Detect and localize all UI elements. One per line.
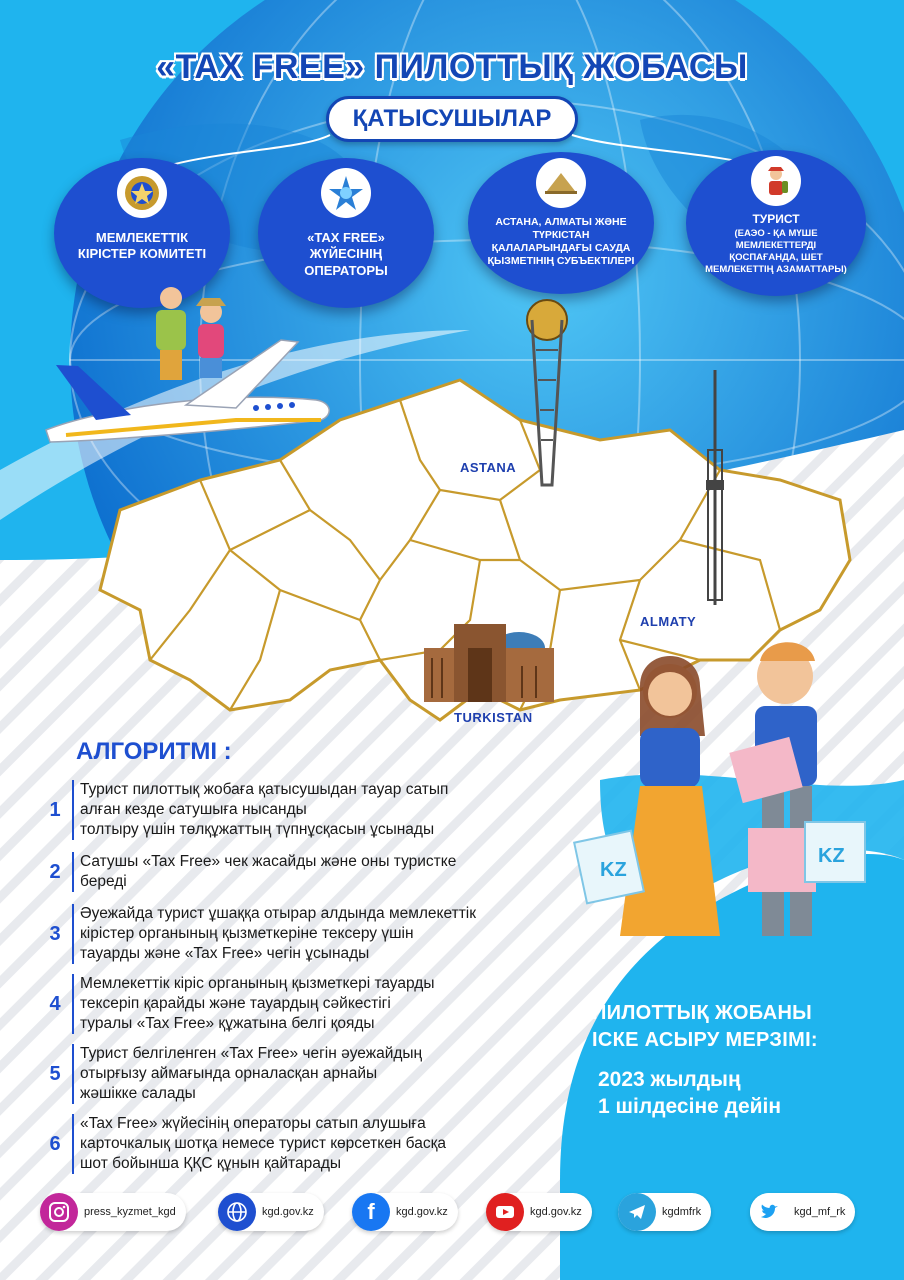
city-label-astana: ASTANA	[460, 460, 517, 475]
algorithm-step: 5 Турист белгіленген «Tax Free» чегін әуежайдың отырғызу аймағында орналасқан арнайы жәшікке салады	[44, 1044, 422, 1104]
globe-icon	[218, 1193, 256, 1231]
youtube-link[interactable]: kgd.gov.kz	[486, 1193, 592, 1231]
twitter-icon	[750, 1193, 788, 1231]
instagram-link[interactable]: press_kyzmet_kgd	[40, 1193, 186, 1231]
telegram-link[interactable]: kgdmfrk	[618, 1193, 711, 1231]
facebook-icon: f	[352, 1193, 390, 1231]
algorithm-step: 1 Турист пилоттық жобаға қатысушыдан тауар сатып алған кезде сатушыға нысанды толтыру үшін төлқұжаттың түпнұсқасын ұсынады	[44, 780, 448, 840]
telegram-icon	[618, 1193, 656, 1231]
algorithm-step: 3 Әуежайда турист ұшаққа отырар алдында мемлекеттік кірістер органының қызметкеріне тексеру үшін тауарды және «Tax Free» чегін ұсынады	[44, 904, 476, 964]
algorithm-step: 2 Сатушы «Tax Free» чек жасайды және оны туристке береді	[44, 852, 456, 892]
star-logo-icon	[321, 168, 371, 218]
facebook-link[interactable]: f kgd.gov.kz	[352, 1193, 458, 1231]
shop-tent-icon	[536, 158, 586, 208]
deadline-heading: ПИЛОТТЫҚ ЖОБАНЫ ІСКЕ АСЫРУ МЕРЗІМІ:	[592, 1002, 818, 1051]
emblem-icon	[117, 168, 167, 218]
tourist-icon	[751, 156, 801, 206]
participant-trade-entities: АСТАНА, АЛМАТЫ ЖӘНЕ ТҮРКІСТАН ҚАЛАЛАРЫНДАҒЫ САУДА ҚЫЗМЕТІНІҢ СУБЪЕКТІЛЕРІ	[468, 152, 654, 294]
algorithm-title: АЛГОРИТМІ :	[76, 738, 232, 765]
shopping-couple-illustration	[570, 636, 870, 956]
city-label-almaty: ALMATY	[640, 614, 697, 629]
participants-heading: ҚАТЫСУШЫЛАР	[326, 96, 578, 142]
deadline-date: 2023 жылдың 1 шілдесіне дейін	[598, 1068, 782, 1119]
baiterek-tower	[512, 290, 582, 490]
almaty-tower	[700, 370, 730, 610]
algorithm-step: 4 Мемлекеттік кіріс органының қызметкері тауарды тексеріп қарайды және тауардың сәйкестігі туралы «Tax Free» құжатына белгі қояды	[44, 974, 434, 1034]
algorithm-step: 6 «Tax Free» жүйесінің операторы сатып алушыға карточкалық шотқа немесе турист көрсеткен басқа шот бойынша ҚҚС құнын қайтарады	[44, 1114, 446, 1174]
instagram-icon	[40, 1193, 78, 1231]
youtube-icon	[486, 1193, 524, 1231]
participant-tourist: ТУРИСТ (ЕАЭО - ҚА МҮШЕ МЕМЛЕКЕТТЕРДІ ҚОСПАҒАНДА, ШЕТ МЕМЛЕКЕТТІҢ АЗАМАТТАРЫ)	[686, 150, 866, 296]
turkistan-mausoleum	[424, 618, 554, 702]
bag-kz-label-right: KZ	[818, 845, 845, 867]
participant-tax-free-operator: «TAX FREE» ЖҮЙЕСІНІҢ ОПЕРАТОРЫ	[258, 158, 434, 308]
page-title: «TAX FREE» ПИЛОТТЫҚ ЖОБАСЫ	[156, 48, 748, 86]
tourist-title: ТУРИСТ	[752, 212, 800, 226]
participant-tax-committee: МЕМЛЕКЕТТІК КІРІСТЕР КОМИТЕТІ	[54, 158, 230, 308]
bag-kz-label-left: KZ	[600, 859, 627, 881]
city-label-turkistan: TURKISTAN	[454, 710, 533, 725]
twitter-link[interactable]: kgd_mf_rk	[750, 1193, 855, 1231]
website-link[interactable]: kgd.gov.kz	[218, 1193, 324, 1231]
